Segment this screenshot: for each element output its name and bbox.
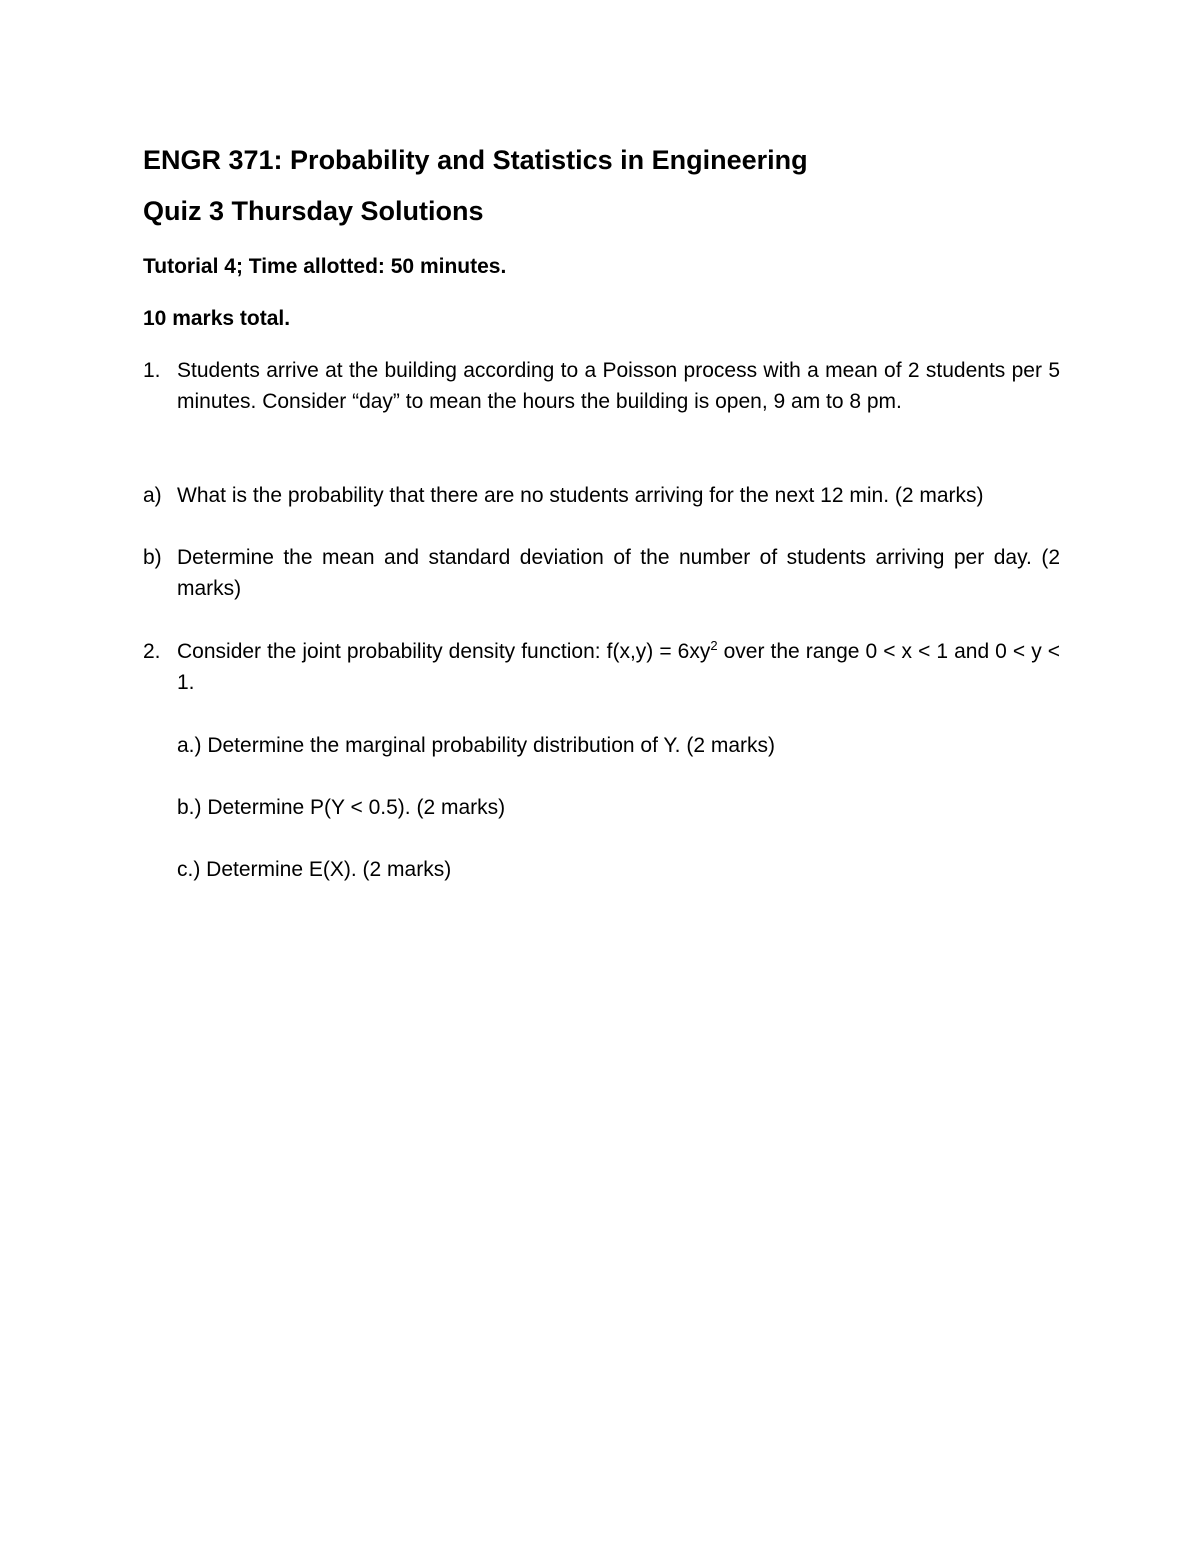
question-1b-text: Determine the mean and standard deviation of the number of students arriving per day. (2 marks): [177, 546, 1060, 600]
question-1a: [143, 480, 1060, 511]
quiz-title: Quiz 3 Thursday Solutions: [143, 196, 484, 226]
question-2-number: 2.: [143, 640, 161, 663]
course-title: ENGR 371: Probability and Statistics in Engineering: [143, 145, 808, 175]
question-1: [143, 355, 1060, 417]
question-1a-marker: a): [143, 484, 162, 507]
question-2-exponent: 2: [710, 638, 718, 653]
marks-total: 10 marks total.: [143, 307, 291, 330]
question-1a-text: What is the probability that there are no students arriving for the next 12 min. (2 marks): [177, 484, 984, 507]
question-1-number: 1.: [143, 359, 161, 382]
question-2-text-before: Consider the joint probability density function: f(x,y) = 6xy: [177, 640, 711, 663]
question-2a: a.) Determine the marginal probability distribution of Y. (2 marks): [177, 734, 775, 757]
question-1-text: Students arrive at the building according to a Poisson process with a mean of 2 students per 5 minutes. Consider “day” to mean the hours the building is open, 9 am to 8 pm.: [177, 359, 1060, 413]
question-2-text: [177, 636, 1060, 698]
question-1b-marker: b): [143, 546, 162, 569]
question-1b: [143, 542, 1060, 604]
question-2c: c.) Determine E(X). (2 marks): [177, 858, 452, 881]
question-2: [143, 636, 1060, 698]
question-2b: b.) Determine P(Y < 0.5). (2 marks): [177, 796, 506, 819]
tutorial-info: Tutorial 4; Time allotted: 50 minutes.: [143, 255, 507, 278]
question-2-text-after: over the range 0 < x < 1 and 0 < y < 1.: [177, 640, 1060, 694]
